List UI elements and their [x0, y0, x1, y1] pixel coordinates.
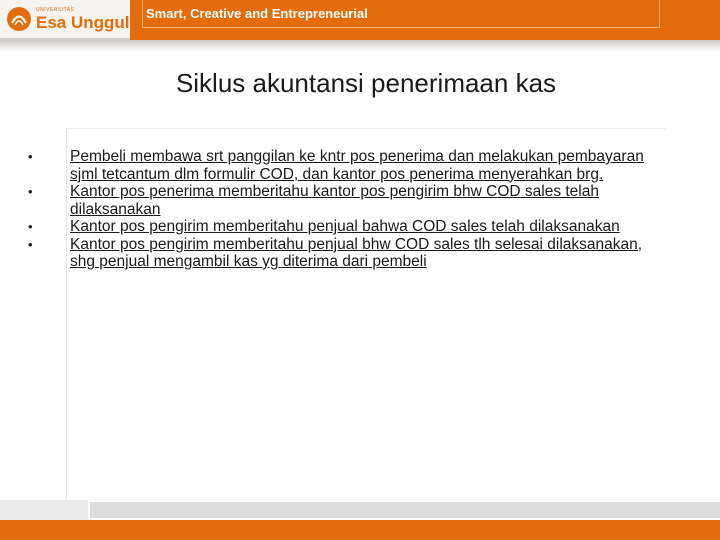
footer-left-panel — [0, 500, 88, 520]
header-bar — [0, 0, 720, 40]
bullet-icon: • — [28, 236, 33, 252]
bullet-text: Kantor pos pengirim memberitahu penjual bahwa COD sales telah dilaksanakan — [70, 218, 620, 235]
bullet-icon: • — [28, 184, 33, 199]
header-shadow — [0, 40, 720, 52]
tagline: Smart, Creative and Entrepreneurial — [146, 6, 368, 21]
bullet-list — [28, 148, 668, 271]
logo — [0, 0, 130, 40]
bullet-item — [28, 183, 668, 218]
bullet-item — [28, 218, 668, 236]
bullet-text: Kantor pos pengirim memberitahu penjual bhw COD sales tlh selesai dilaksanakan, shg penjual mengambil kas yg diterima dari pembeli — [70, 235, 643, 270]
bullet-item — [28, 236, 668, 271]
bullet-icon: • — [28, 149, 33, 164]
logo-name: Esa Unggul — [36, 13, 130, 32]
university-logo-icon — [6, 6, 32, 32]
slide-title: Siklus akuntansi penerimaan kas — [175, 68, 557, 98]
bullet-text: Kantor pos penerima memberitahu kantor pos pengirim bhw COD sales telah dilaksanakan — [70, 183, 599, 218]
footer-frame — [88, 500, 720, 520]
bullet-icon: • — [28, 219, 33, 234]
logo-small-text: UNIVERSITAS — [36, 7, 75, 13]
bullet-text: Pembeli membawa srt panggilan ke kntr pos penerima dan melakukan pembayaran sjml tetcantum dlm formulir COD, dan kantor pos penerima menyerahkan brg. — [70, 148, 644, 183]
bullet-item — [28, 148, 668, 183]
content-frame-top — [66, 128, 666, 129]
